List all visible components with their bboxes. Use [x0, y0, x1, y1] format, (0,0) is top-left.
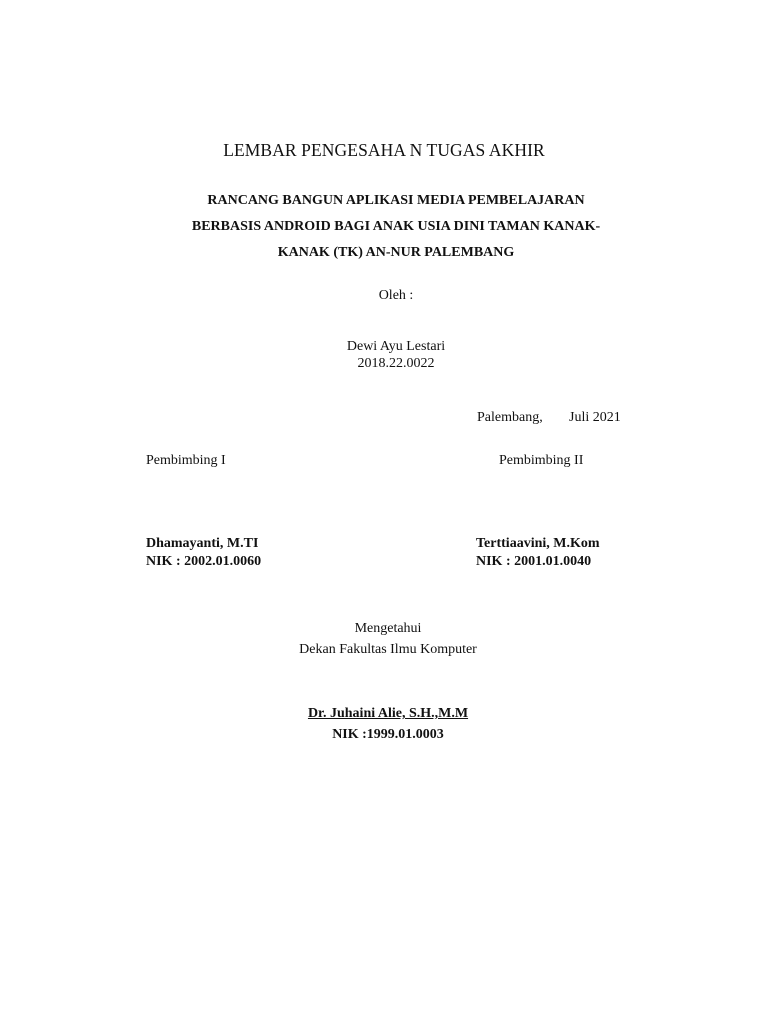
dean-name: Dr. Juhaini Alie, S.H.,M.M — [307, 706, 469, 721]
dean-title: Dekan Fakultas Ilmu Komputer — [299, 642, 477, 657]
thesis-title-line: BERBASIS ANDROID BAGI ANAK USIA DINI TAMAN KANAK- — [191, 219, 601, 234]
acknowledged-label: Mengetahui — [354, 621, 422, 636]
advisor-1-name: Dhamayanti, M.TI — [146, 536, 259, 551]
author-student-id: 2018.22.0022 — [357, 356, 435, 371]
advisor-2-name: Terttiaavini, M.Kom — [476, 536, 600, 551]
by-label: Oleh : — [378, 288, 414, 303]
advisor-1-nik: NIK : 2002.01.0060 — [146, 554, 262, 569]
advisor-1-role: Pembimbing I — [146, 453, 226, 468]
signing-date: Juli 2021 — [569, 410, 621, 425]
thesis-title-line: RANCANG BANGUN APLIKASI MEDIA PEMBELAJARAN — [207, 193, 585, 208]
document-title: LEMBAR PENGESAHA N TUGAS AKHIR — [223, 140, 545, 160]
advisor-2-nik: NIK : 2001.01.0040 — [476, 554, 592, 569]
dean-nik: NIK :1999.01.0003 — [332, 727, 444, 742]
author-name: Dewi Ayu Lestari — [346, 339, 446, 354]
advisor-2-role: Pembimbing II — [499, 453, 584, 468]
thesis-title-line: KANAK (TK) AN-NUR PALEMBANG — [277, 245, 515, 260]
signing-place: Palembang, — [477, 410, 543, 425]
